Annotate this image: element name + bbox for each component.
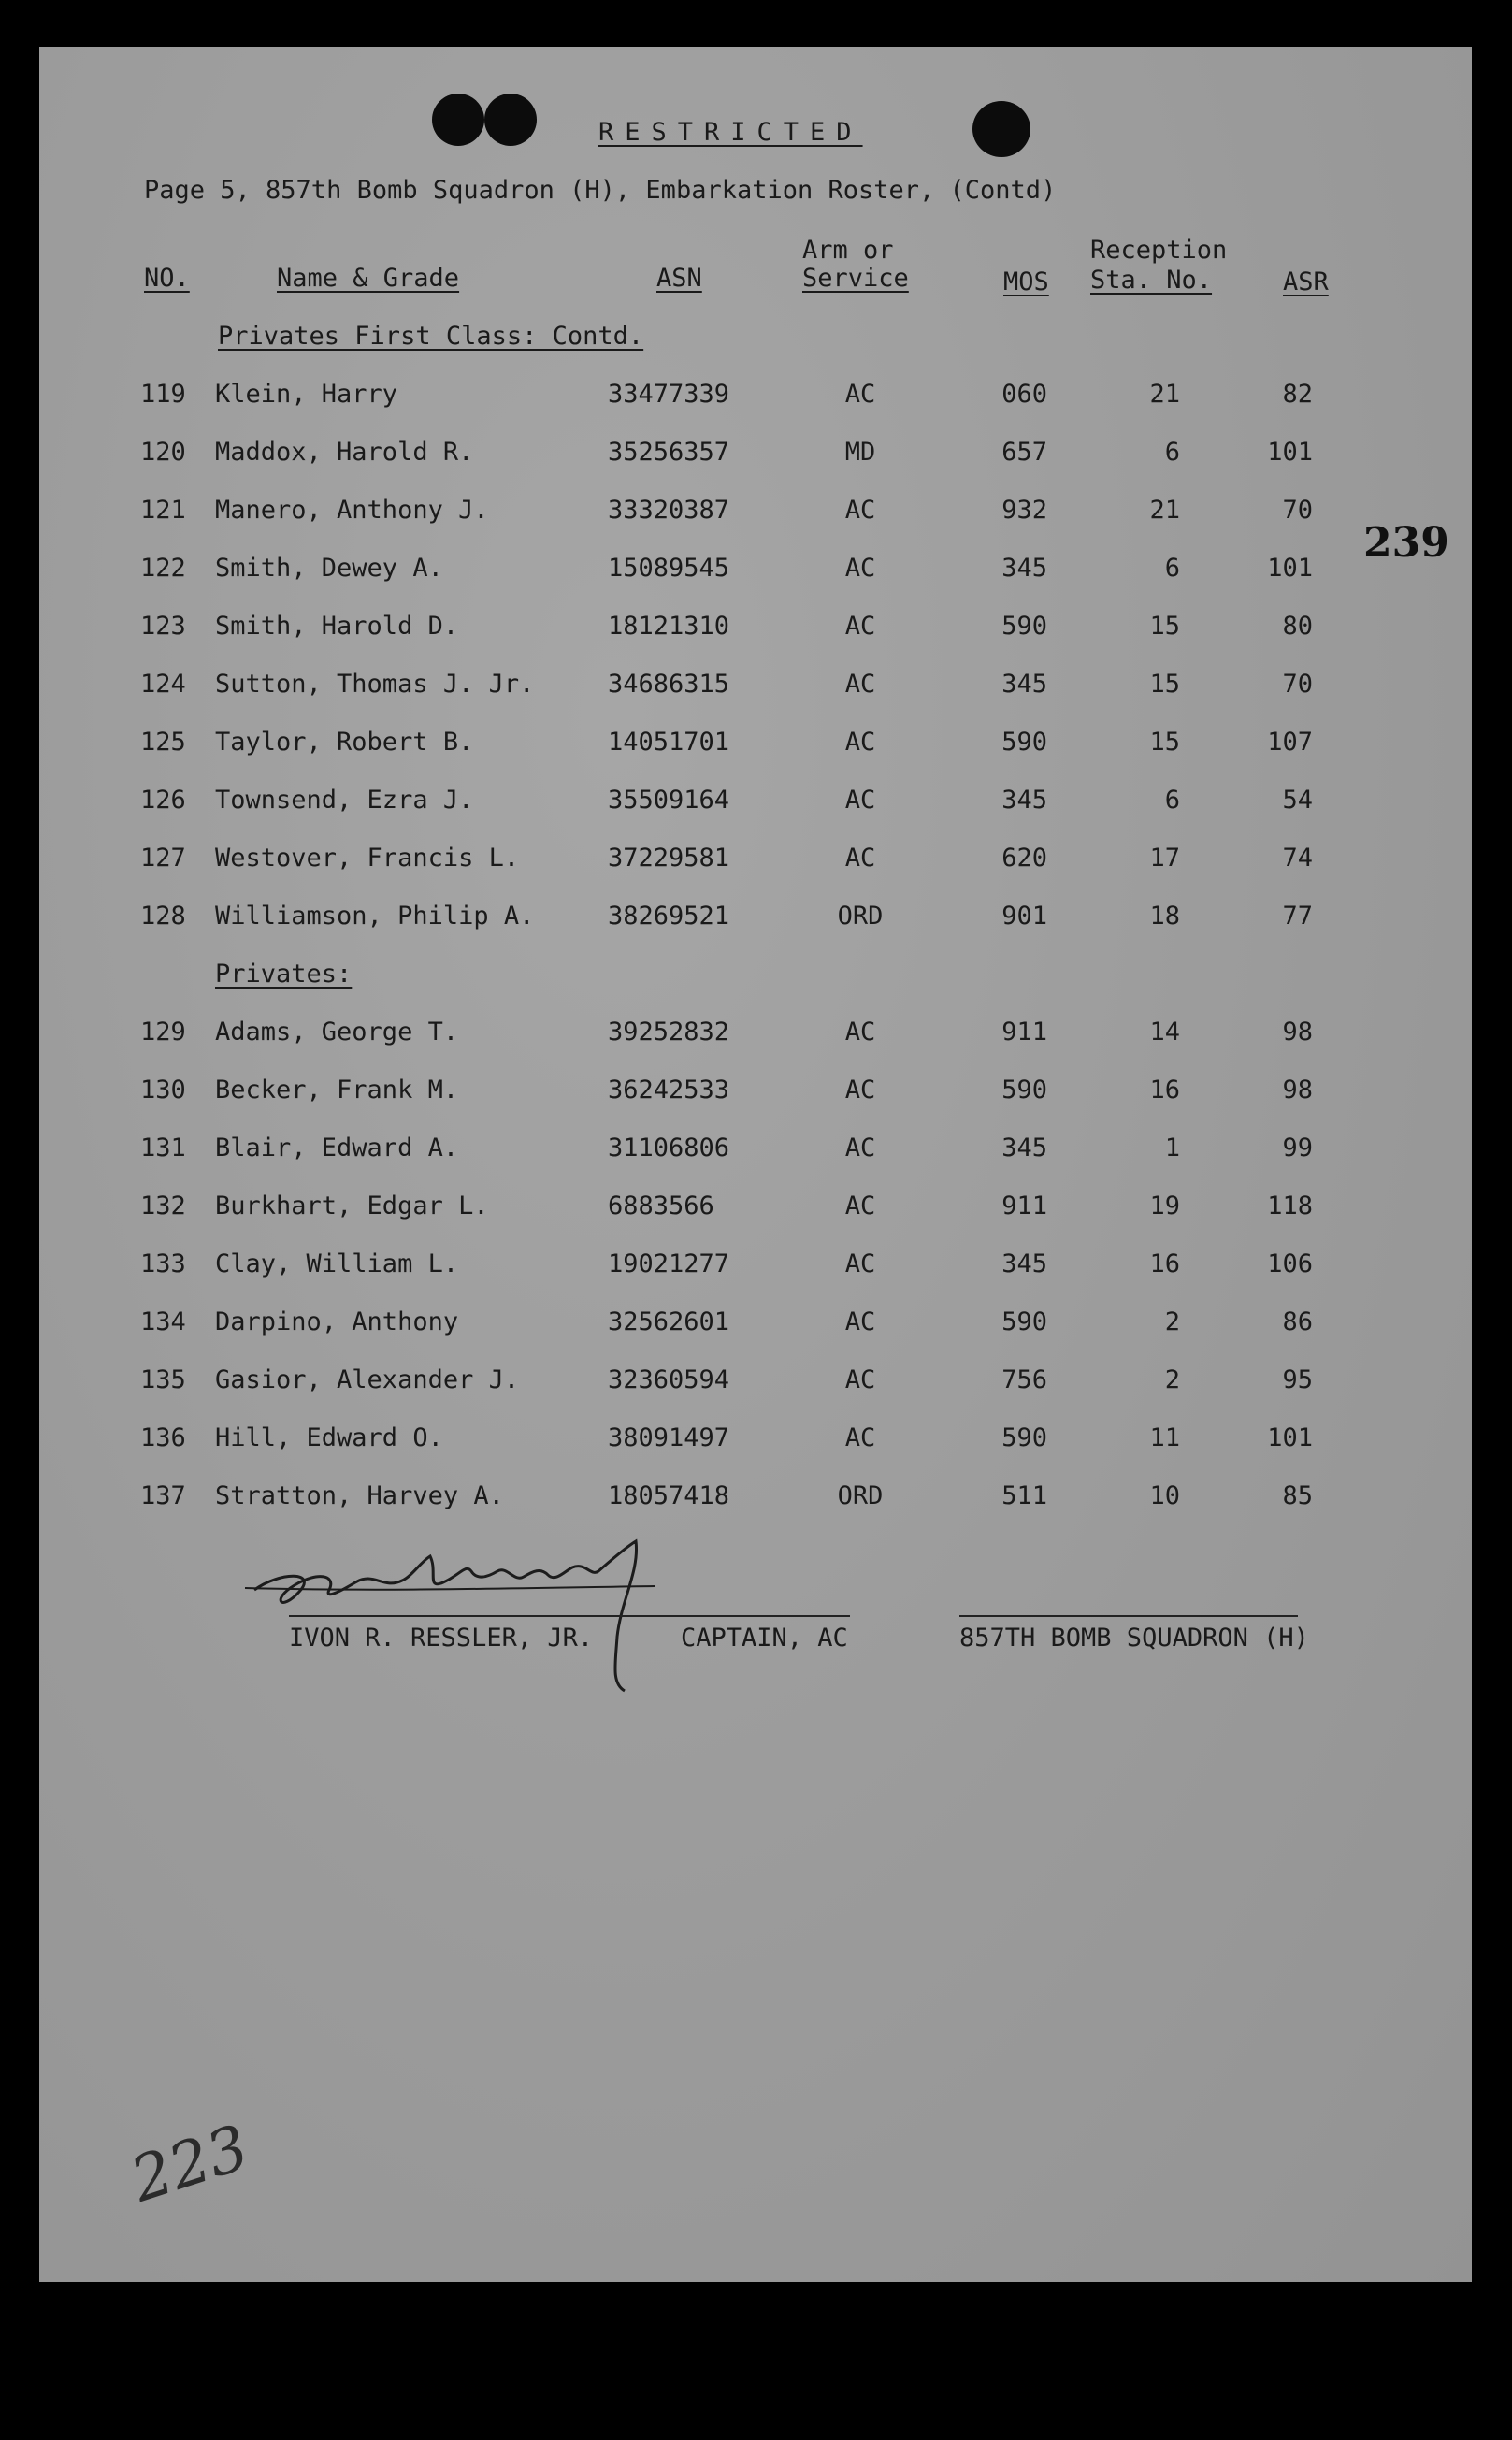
- cell-no: 121: [140, 496, 186, 525]
- cell-sta: 11: [1149, 1423, 1180, 1452]
- cell-name: Westover, Francis L.: [215, 844, 520, 873]
- cell-arm: AC: [844, 1133, 876, 1162]
- cell-asn: 14051701: [608, 728, 730, 757]
- cell-sta: 14: [1149, 1018, 1180, 1047]
- cell-mos: 345: [1001, 1133, 1047, 1162]
- cell-asr: 98: [1282, 1018, 1313, 1047]
- cell-name: Adams, George T.: [215, 1018, 459, 1047]
- cell-name: Hill, Edward O.: [215, 1423, 443, 1452]
- cell-mos: 345: [1001, 554, 1047, 583]
- cell-name: Maddox, Harold R.: [215, 438, 474, 467]
- cell-name: Burkhart, Edgar L.: [215, 1191, 489, 1220]
- cell-name: Williamson, Philip A.: [215, 902, 535, 931]
- section-heading-pfc: Privates First Class: Contd.: [218, 322, 644, 351]
- cell-arm: AC: [844, 380, 876, 409]
- cell-asr: 118: [1267, 1191, 1313, 1220]
- cell-arm: AC: [844, 1249, 876, 1278]
- handwritten-page-number: 223: [122, 2111, 257, 2216]
- cell-no: 124: [140, 670, 186, 699]
- section-heading-privates: Privates:: [215, 960, 353, 989]
- cell-no: 119: [140, 380, 186, 409]
- cell-no: 125: [140, 728, 186, 757]
- cell-arm: AC: [844, 1365, 876, 1394]
- cell-no: 130: [140, 1076, 186, 1104]
- cell-asn: 18057418: [608, 1481, 730, 1510]
- col-header-arm-bottom: Service: [802, 264, 909, 293]
- cell-arm: AC: [844, 1307, 876, 1336]
- cell-name: Townsend, Ezra J.: [215, 786, 474, 815]
- cell-arm: AC: [844, 1018, 876, 1047]
- cell-sta: 17: [1149, 844, 1180, 873]
- cell-mos: 590: [1001, 1423, 1047, 1452]
- cell-mos: 590: [1001, 728, 1047, 757]
- cell-arm: AC: [844, 786, 876, 815]
- cell-name: Klein, Harry: [215, 380, 398, 409]
- cell-asn: 33320387: [608, 496, 730, 525]
- cell-sta: 21: [1149, 380, 1180, 409]
- cell-asn: 32562601: [608, 1307, 730, 1336]
- col-header-reception-top: Reception: [1090, 236, 1228, 265]
- cell-name: Manero, Anthony J.: [215, 496, 489, 525]
- cell-asr: 98: [1282, 1076, 1313, 1104]
- cell-mos: 657: [1001, 438, 1047, 467]
- cell-no: 120: [140, 438, 186, 467]
- cell-sta: 19: [1149, 1191, 1180, 1220]
- cell-sta: 2: [1164, 1365, 1180, 1394]
- cell-name: Sutton, Thomas J. Jr.: [215, 670, 535, 699]
- cell-mos: 756: [1001, 1365, 1047, 1394]
- cell-asn: 34686315: [608, 670, 730, 699]
- cell-asr: 70: [1282, 670, 1313, 699]
- cell-arm: ORD: [837, 1481, 884, 1510]
- cell-sta: 10: [1149, 1481, 1180, 1510]
- cell-no: 131: [140, 1133, 186, 1162]
- cell-mos: 590: [1001, 1076, 1047, 1104]
- punch-hole-left-2: [484, 94, 537, 146]
- cell-name: Darpino, Anthony: [215, 1307, 459, 1336]
- cell-sta: 6: [1164, 786, 1180, 815]
- cell-asr: 95: [1282, 1365, 1313, 1394]
- cell-sta: 15: [1149, 670, 1180, 699]
- cell-arm: AC: [844, 1423, 876, 1452]
- cell-asr: 101: [1267, 554, 1313, 583]
- cell-asr: 80: [1282, 612, 1313, 641]
- col-header-name: Name & Grade: [277, 264, 460, 293]
- cell-name: Gasior, Alexander J.: [215, 1365, 520, 1394]
- col-header-asr: ASR: [1283, 267, 1329, 296]
- cell-name: Becker, Frank M.: [215, 1076, 459, 1104]
- cell-arm: AC: [844, 496, 876, 525]
- cell-name: Smith, Harold D.: [215, 612, 459, 641]
- cell-mos: 620: [1001, 844, 1047, 873]
- cell-asn: 35256357: [608, 438, 730, 467]
- cell-no: 128: [140, 902, 186, 931]
- cell-no: 122: [140, 554, 186, 583]
- cell-no: 135: [140, 1365, 186, 1394]
- cell-sta: 15: [1149, 612, 1180, 641]
- cell-sta: 21: [1149, 496, 1180, 525]
- cell-no: 129: [140, 1018, 186, 1047]
- cell-asr: 77: [1282, 902, 1313, 931]
- cell-no: 137: [140, 1481, 186, 1510]
- cell-asr: 99: [1282, 1133, 1313, 1162]
- cell-no: 133: [140, 1249, 186, 1278]
- cell-asn: 19021277: [608, 1249, 730, 1278]
- col-header-reception-bottom: Sta. No.: [1090, 266, 1213, 295]
- cell-asr: 101: [1267, 1423, 1313, 1452]
- cell-asn: 18121310: [608, 612, 730, 641]
- cell-name: Smith, Dewey A.: [215, 554, 443, 583]
- cell-asr: 86: [1282, 1307, 1313, 1336]
- punch-hole-left-1: [432, 94, 484, 146]
- cell-mos: 345: [1001, 1249, 1047, 1278]
- cell-name: Clay, William L.: [215, 1249, 459, 1278]
- col-header-arm-top: Arm or: [802, 236, 894, 265]
- cell-asn: 15089545: [608, 554, 730, 583]
- cell-name: Blair, Edward A.: [215, 1133, 459, 1162]
- cell-asr: 107: [1267, 728, 1313, 757]
- cell-name: Taylor, Robert B.: [215, 728, 474, 757]
- cell-asr: 54: [1282, 786, 1313, 815]
- cell-sta: 6: [1164, 554, 1180, 583]
- signatory-unit: 857TH BOMB SQUADRON (H): [959, 1624, 1309, 1653]
- cell-sta: 16: [1149, 1249, 1180, 1278]
- col-header-asn: ASN: [656, 264, 702, 293]
- cell-arm: AC: [844, 1076, 876, 1104]
- cell-mos: 345: [1001, 670, 1047, 699]
- cell-arm: AC: [844, 670, 876, 699]
- cell-name: Stratton, Harvey A.: [215, 1481, 504, 1510]
- classification-heading: RESTRICTED: [598, 118, 863, 147]
- cell-sta: 6: [1164, 438, 1180, 467]
- cell-sta: 2: [1164, 1307, 1180, 1336]
- cell-asn: 38091497: [608, 1423, 730, 1452]
- cell-mos: 345: [1001, 786, 1047, 815]
- cell-asr: 106: [1267, 1249, 1313, 1278]
- cell-no: 136: [140, 1423, 186, 1452]
- cell-arm: AC: [844, 554, 876, 583]
- cell-asn: 36242533: [608, 1076, 730, 1104]
- cell-mos: 901: [1001, 902, 1047, 931]
- signatory-rank: CAPTAIN, AC: [681, 1624, 848, 1653]
- cell-no: 126: [140, 786, 186, 815]
- signatory-unit-line: [959, 1615, 1298, 1617]
- cell-asn: 31106806: [608, 1133, 730, 1162]
- cell-sta: 18: [1149, 902, 1180, 931]
- cell-asn: 33477339: [608, 380, 730, 409]
- cell-mos: 511: [1001, 1481, 1047, 1510]
- cell-asr: 70: [1282, 496, 1313, 525]
- cell-asn: 35509164: [608, 786, 730, 815]
- page-subtitle: Page 5, 857th Bomb Squadron (H), Embarkation Roster, (Contd): [144, 176, 1057, 205]
- cell-sta: 15: [1149, 728, 1180, 757]
- col-header-mos: MOS: [1003, 267, 1049, 296]
- cell-arm: AC: [844, 1191, 876, 1220]
- cell-sta: 16: [1149, 1076, 1180, 1104]
- page-stamp-number: 239: [1363, 519, 1449, 567]
- cell-no: 134: [140, 1307, 186, 1336]
- cell-asr: 101: [1267, 438, 1313, 467]
- cell-arm: AC: [844, 728, 876, 757]
- cell-mos: 590: [1001, 612, 1047, 641]
- cell-asn: 6883566: [608, 1191, 714, 1220]
- cell-arm: MD: [844, 438, 876, 467]
- cell-mos: 060: [1001, 380, 1047, 409]
- signatory-name: IVON R. RESSLER, JR.: [289, 1624, 594, 1653]
- cell-asn: 32360594: [608, 1365, 730, 1394]
- cell-asr: 85: [1282, 1481, 1313, 1510]
- cell-mos: 932: [1001, 496, 1047, 525]
- cell-no: 123: [140, 612, 186, 641]
- cell-arm: AC: [844, 612, 876, 641]
- cell-asn: 39252832: [608, 1018, 730, 1047]
- cell-sta: 1: [1164, 1133, 1180, 1162]
- signatory-name-line: [289, 1615, 850, 1617]
- cell-mos: 911: [1001, 1018, 1047, 1047]
- cell-arm: ORD: [837, 902, 884, 931]
- cell-no: 127: [140, 844, 186, 873]
- cell-asn: 38269521: [608, 902, 730, 931]
- cell-arm: AC: [844, 844, 876, 873]
- cell-mos: 590: [1001, 1307, 1047, 1336]
- cell-asr: 74: [1282, 844, 1313, 873]
- punch-hole-right: [972, 101, 1030, 157]
- cell-asn: 37229581: [608, 844, 730, 873]
- cell-mos: 911: [1001, 1191, 1047, 1220]
- cell-no: 132: [140, 1191, 186, 1220]
- cell-asr: 82: [1282, 380, 1313, 409]
- col-header-no: NO.: [144, 264, 190, 293]
